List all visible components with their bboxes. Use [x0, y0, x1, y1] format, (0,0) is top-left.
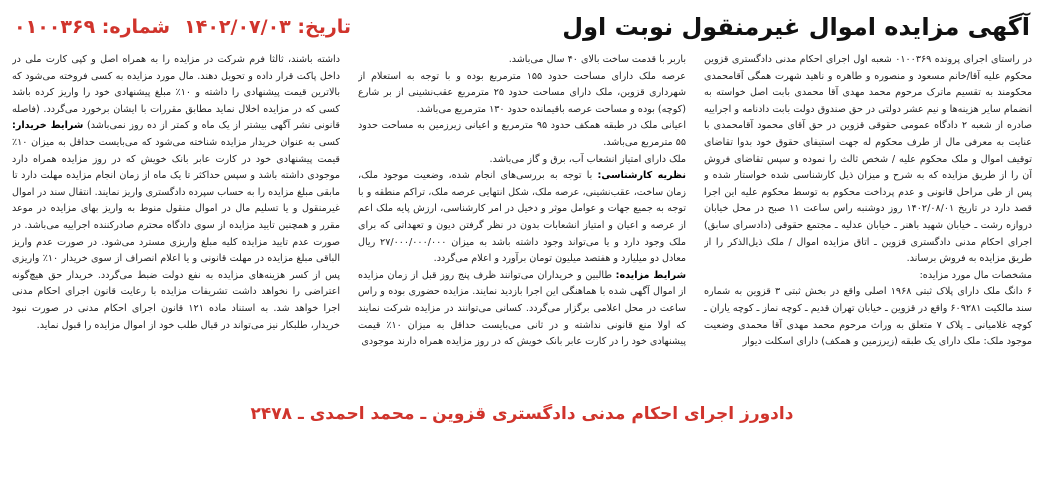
notice-date: تاریخ: ۱۴۰۲/۰۷/۰۳	[184, 16, 352, 38]
paragraph-property-description: ۶ دانگ ملک دارای پلاک ثبتی ۱۹۶۸ اصلی واقع در بخش ثبتی ۳ قزوین به شماره سند مالکیت ۶۰۹۲۸۱ واقع در قزوین ـ خیابان تهران قدیم ـ کوچه نماز ـ کوچه یاران ـ کوچه غلامیانی ـ پلاک ۷ متعلق به وراث مرحوم محمد مهدی آقا محمدی وضعیت موجود ملک: ملک دارای یک طبقه (زیرزمین و همکف) دارای اسکلت دیوار	[704, 286, 1032, 348]
paragraph-auction-conditions	[358, 268, 686, 351]
auction-conditions-continued: داشته باشند، ثالثا فرم شرکت در مزایده را به همراه اصل و کپی کارت ملی در داخل پاکت قرار داده و تحویل دهند. مال مورد مزایده به کسی فروخته می‌شود که بالاترین قیمت پیشنهادی را داشته و ۱۰٪ مبلغ پیشنهادی خود را واریز کرده باشد کسی که در مزایده اخلال نماید مطابق مقررات با ایشان برخورد می‌گردد. (فاصله قانونی نشر آگهی بیشتر از یک ماه و کمتر از ده روز نمی‌باشد)	[12, 54, 340, 132]
expert-opinion-text: با توجه به بررسی‌های انجام شده، وضعیت موجود ملک، زمان ساخت، عقب‌نشینی، عرصه ملک، شکل انتهایی عرصه ملک، تراکم منطقه و با توجه به جمیع جهات و عوامل موثر و دخیل در امر کارشناسی، ارزش پایه ملک اعم از عرصه و اعیان و امتیاز انشعابات بدون در نظر گرفتن دیون و تعهداتی که برای ملک وجود دارد و یا می‌تواند وجود داشته باشد به میزان ۲۷/۰۰۰/۰۰۰/۰۰۰ ریال معادل دو میلیارد و هفتصد میلیون تومان برآورد و اعلام می‌گردد.	[358, 170, 686, 265]
notice-number: شماره: ۰۱۰۰۳۶۹	[14, 16, 171, 38]
paragraph-building-age: باربر با قدمت ساخت بالای ۴۰ سال می‌باشد.	[508, 54, 686, 65]
buyer-conditions-text: کسی به عنوان خریدار مزایده شناخته می‌شود که می‌بایست حداقل به میزان ۱۰٪ قیمت پیشنهادی خود در کارت عابر بانک خویش که در روز مزایده همراه دارد موجودی داشته باشد و سپس حداکثر تا یک ماه از زمان انجام مزایده مهلت دارد تا مابقی مبلغ مزایده را به حساب سپرده دادگستری واریز نمایند. انتقال سند در اموال غیرمنقول و یا تسلیم مال در اموال منقول منوط به واریز بهای مزایده در موعد مقرر و همچنین تایید مزایده از سوی دادگاه محترم صادرکننده اجراییه می‌باشد. در صورت عدم تایید مزایده کلیه مبلغ واریزی مسترد می‌شود. در صورت عدم واریز الباقی مبلغ مزایده در مهلت قانونی و یا اعلام انصراف از سوی خریدار ۱۰٪ واریزی پس از کسر هزینه‌های مزایده به نفع دولت ضبط می‌گردد. خریدار حق هیچ‌گونه اعتراضی را نخواهد داشت تشریفات مزایده با رعایت قانون اجرای احکام مدنی اجرا خواهد شد. به استناد ماده ۱۲۱ قانون اجرای احکام مدنی در صورت نبود خریدار، طلبکار نیز می‌تواند در قبال طلب خود از اموال مزایده را قبول نماید.	[12, 136, 340, 331]
notice-columns	[12, 52, 1032, 400]
buyer-conditions-label: شرایط خریدار:	[12, 120, 84, 132]
column-middle	[358, 52, 686, 400]
paragraph-building-area: اعیانی ملک در طبقه همکف حدود ۹۵ مترمربع و اعیانی زیرزمین به مساحت حدود ۵۵ مترمربع می‌باشد.	[358, 120, 686, 148]
paragraph-buyer-conditions	[12, 52, 340, 334]
auction-conditions-label: شرایط مزایده:	[615, 269, 686, 281]
paragraph-expert-opinion	[358, 168, 686, 268]
paragraph-property-heading: مشخصات مال مورد مزایده:	[919, 269, 1032, 281]
notice-meta	[14, 16, 351, 38]
expert-opinion-label: نظریه کارشناسی:	[597, 170, 686, 182]
column-left	[12, 52, 340, 400]
notice-footer: دادورز اجرای احکام مدنی دادگستری قزوین ـ محمد احمدی ـ ۲۴۷۸	[250, 404, 794, 424]
auction-conditions-text: طالبین و خریداران می‌توانند ظرف پنج روز قبل از زمان مزایده از اموال آگهی شده با هماهنگی این اجرا بازدید نمایند. مزایده حضوری بوده و راس ساعت در محل اعلامی برگزار می‌گردد. کسانی می‌توانند در مزایده شرکت نمایند که اولا منع قانونی نداشته و در ثانی می‌بایست حداقل به میزان ۱۰٪ قیمت پیشنهادی خود را در کارت عابر بانک خویش که در روز مزایده همراه دارند موجودی	[358, 269, 686, 348]
notice-title: آگهی مزایده اموال غیرمنقول نوبت اول	[562, 13, 1030, 41]
notice-header	[14, 6, 1030, 48]
column-right	[704, 52, 1032, 400]
paragraph-land-area: عرصه ملک دارای مساحت حدود ۱۵۵ مترمربع بوده و با توجه به استعلام از شهرداری قزوین، ملک دارای مساحت حدود ۲۵ مترمربع عقب‌نشینی از بر شارع (کوچه) بوده و مساحت عرصه باقیمانده حدود ۱۳۰ مترمربع می‌باشد.	[358, 70, 686, 115]
paragraph-utilities: ملک دارای امتیاز انشعاب آب، برق و گاز می‌باشد.	[489, 153, 686, 165]
paragraph-intro: در راستای اجرای پرونده ۰۱۰۰۳۶۹ شعبه اول اجرای احکام مدنی دادگستری قزوین محکوم علیه آقا/خانم مسعود و منصوره و طاهره و ناهید شهرت همگی آقامحمدی محکومند به تقسیم ماترک مرحوم محمد مهدی آقا محمدی بابت اصل خواسته به انضمام سایر هزینه‌ها و نیم عشر دولتی در حق صندوق دولت بابت دادنامه و اجراییه صادره از شعبه ۲ دادگاه عمومی حقوقی قزوین در حق آقای محمود آقامحمدی با عنایت به معرفی مال از طرف محکوم له جهت استیفای حقوق خود بدوا تقاضای توقیف اموال و ملک محکوم علیه / شخص ثالث را نموده و سپس تقاضای فروش آن را از طریق مزایده که به شرح و میزان ذیل کارشناسی شده خواستار شده و پس از طی مراحل قانونی و عدم پرداخت محکوم به توسط محکوم علیه این اجرا قصد دارد در تاریخ ۱۴۰۲/۰۸/۰۱ روز دوشنبه راس ساعت ۱۱ صبح در محل خیابان دروازه رشت ـ خیابان شهید باهنر ـ خیابان عدلیه ـ مجتمع حقوقی (دادسرای سابق) اجرای احکام مدنی دادگستری قزوین ـ اتاق مزایده اموال / ملک ذیل‌الذکر را از طریق مزایده به فروش برساند.	[704, 54, 1032, 265]
